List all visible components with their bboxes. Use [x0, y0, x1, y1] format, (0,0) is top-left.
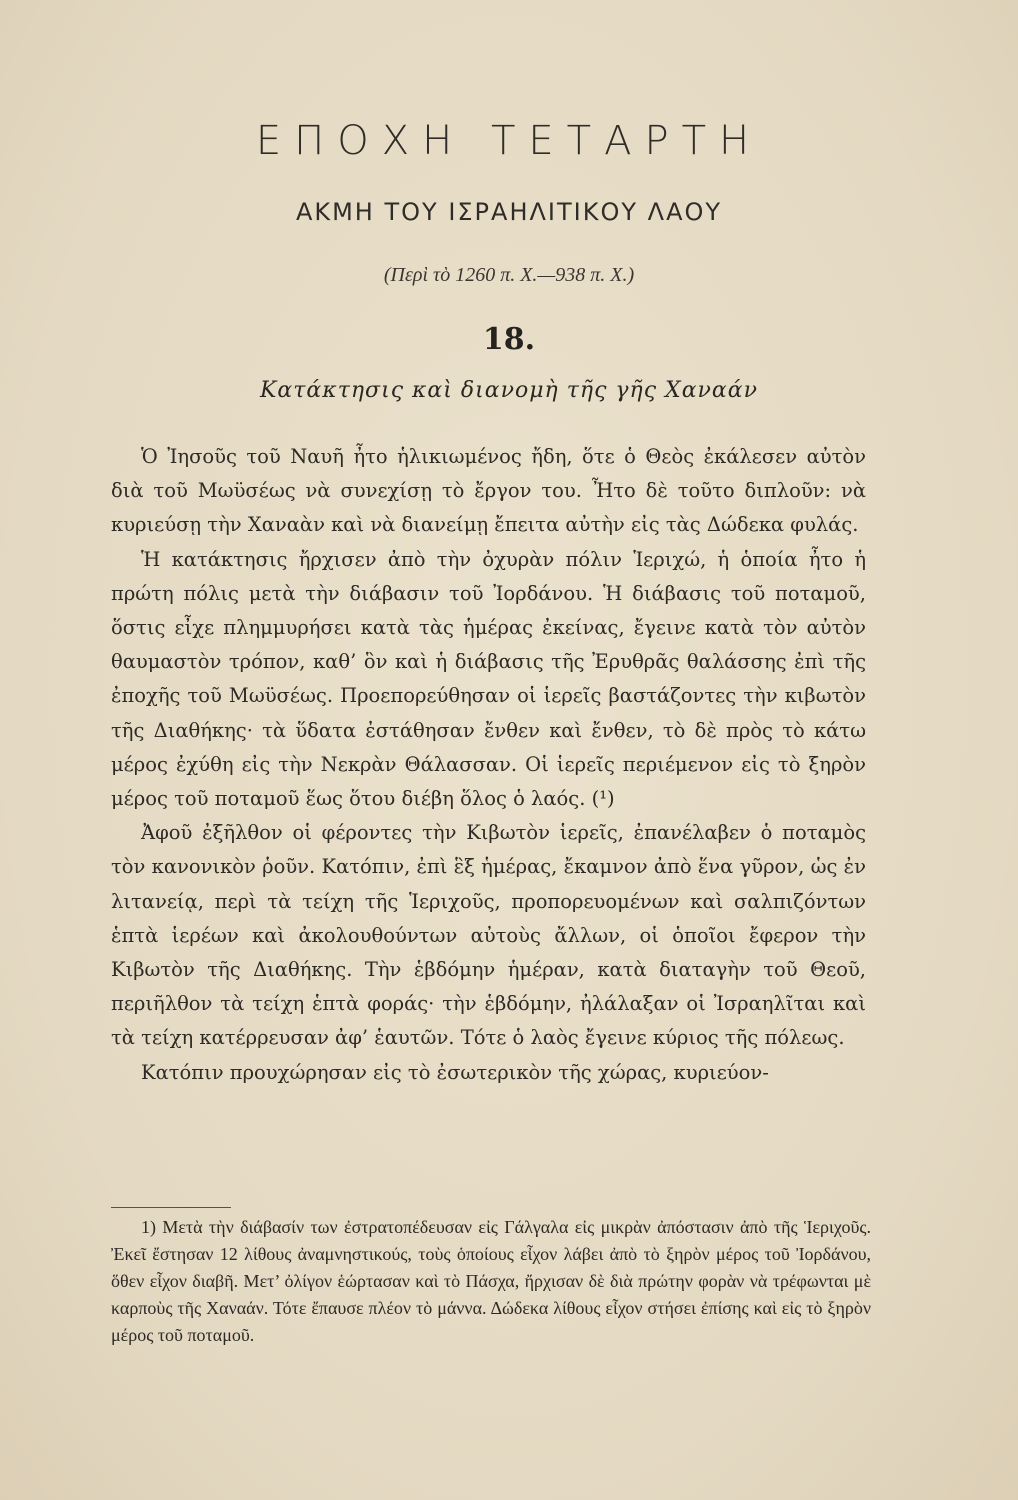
paragraph: Ὁ Ἰησοῦς τοῦ Ναυῆ ἦτο ἡλικιωμένος ἤδη, ὅτε ὁ Θεὸς ἐκάλεσεν αὐτὸν διὰ τοῦ Μωϋσέως νὰ συνεχίσῃ τὸ ἔργον του. Ἦτο δὲ τοῦτο διπλοῦν: νὰ κυριεύσῃ τὴν Χαναὰν καὶ νὰ διανείμῃ ἔπειτα αὐτὴν εἰς τὰς Δώδεκα φυλάς. — [111, 445, 866, 537]
paragraph: Ἡ κατάκτησις ἤρχισεν ἀπὸ τὴν ὀχυρὰν πόλιν Ἱεριχώ, ἡ ὁποία ἦτο ἡ πρώτη πόλις μετὰ τὴν διάβασιν τοῦ Ἰορδάνου. Ἡ διάβασις τοῦ ποταμοῦ, ὅστις εἶχε πλημμυρήσει κατὰ τὰς ἡμέρας ἐκείνας, ἔγεινε κατὰ τὸν αὐτὸν θαυμαστὸν τρόπον, καθ’ ὃν καὶ ἡ διάβασις τῆς Ἐρυθρᾶς θαλάσσης ἐπὶ τῆς ἐποχῆς τοῦ Μωϋσέως. Προεπορεύθησαν οἱ ἱερεῖς βαστάζοντες τὴν κιβωτὸν τῆς Διαθήκης· τὰ ὕδατα ἐστάθησαν ἔνθεν καὶ ἔνθεν, τὸ δὲ πρὸς τὸ κάτω μέρος ἐχύθη εἰς τὴν Νεκρὰν Θάλασσαν. Οἱ ἱερεῖς περιέμενον εἰς τὸ ξηρὸν μέρος τοῦ ποταμοῦ ἕως ὅτου διέβη ὅλος ὁ λαός. (¹) — [111, 547, 866, 811]
footnote-text: 1) Μετὰ τὴν διάβασίν των ἐστρατοπέδευσαν εἰς Γάλγαλα εἰς μικρὰν ἀπόστασιν ἀπὸ τῆς Ἱεριχοῦς. Ἐκεῖ ἔστησαν 12 λίθους ἀναμνηστικούς, τοὺς ὁποίους εἶχον λάβει ἀπὸ τὸ ξηρὸν μέρος τοῦ Ἰορδάνου, ὅθεν εἶχον διαβῆ. Μετ’ ὀλίγον ἑώρτασαν καὶ τὸ Πάσχα, ἤρχισαν δὲ διὰ πρώτην φορὰν νὰ τρέφωνται μὲ καρποὺς τῆς Χαναάν. Τότε ἔπαυσε πλέον τὸ μάννα. Δώδεκα λίθους εἶχον στήσει ἐπίσης καὶ εἰς τὸ ξηρὸν μέρος τοῦ ποταμοῦ. — [111, 1217, 871, 1345]
period-dates: (Περὶ τὸ 1260 π. Χ.—938 π. Χ.) — [383, 264, 635, 286]
footnote-divider — [111, 1207, 231, 1208]
paragraph: Κατόπιν προυχώρησαν εἰς τὸ ἐσωτερικὸν τῆς χώρας, κυριεύον- — [141, 1060, 769, 1084]
chapter-title: Κατάκτησις καὶ διανομὴ τῆς γῆς Χαναάν — [259, 378, 759, 403]
paragraph: Ἀφοῦ ἐξῆλθον οἱ φέροντες τὴν Κιβωτὸν ἱερεῖς, ἐπανέλαβεν ὁ ποταμὸς τὸν κανονικὸν ῥοῦν. Κατόπιν, ἐπὶ ἓξ ἡμέρας, ἔκαμνον ἀπὸ ἕνα γῦρον, ὡς ἐν λιτανείᾳ, περὶ τὰ τείχη τῆς Ἱεριχοῦς, προπορευομένων καὶ σαλπιζόντων ἑπτὰ ἱερέων καὶ ἀκολουθούντων αὐτοὺς ἄλλων, οἱ ὁποῖοι ἔφερον τὴν Κιβωτὸν τῆς Διαθήκης. Τὴν ἑβδόμην ἡμέραν, κατὰ διαταγὴν τοῦ Θεοῦ, περιῆλθον τὰ τείχη ἑπτὰ φοράς· τὴν ἑβδόμην, ἠλάλαξαν οἱ Ἰσραηλῖται καὶ τὰ τείχη κατέρρευσαν ἀφ’ ἑαυτῶν. Τότε ὁ λαὸς ἔγεινε κύριος τῆς πόλεως. — [111, 821, 866, 1050]
body-text — [111, 440, 866, 1090]
era-title: ΕΠΟΧΗ ΤΕΤΑΡΤΗ — [255, 118, 763, 164]
footnote — [111, 1214, 871, 1349]
era-subtitle: ΑΚΜΗ ΤΟΥ ΙΣΡΑΗΛΙΤΙΚΟΥ ΛΑΟΥ — [295, 198, 723, 226]
chapter-number: 18. — [482, 322, 536, 357]
